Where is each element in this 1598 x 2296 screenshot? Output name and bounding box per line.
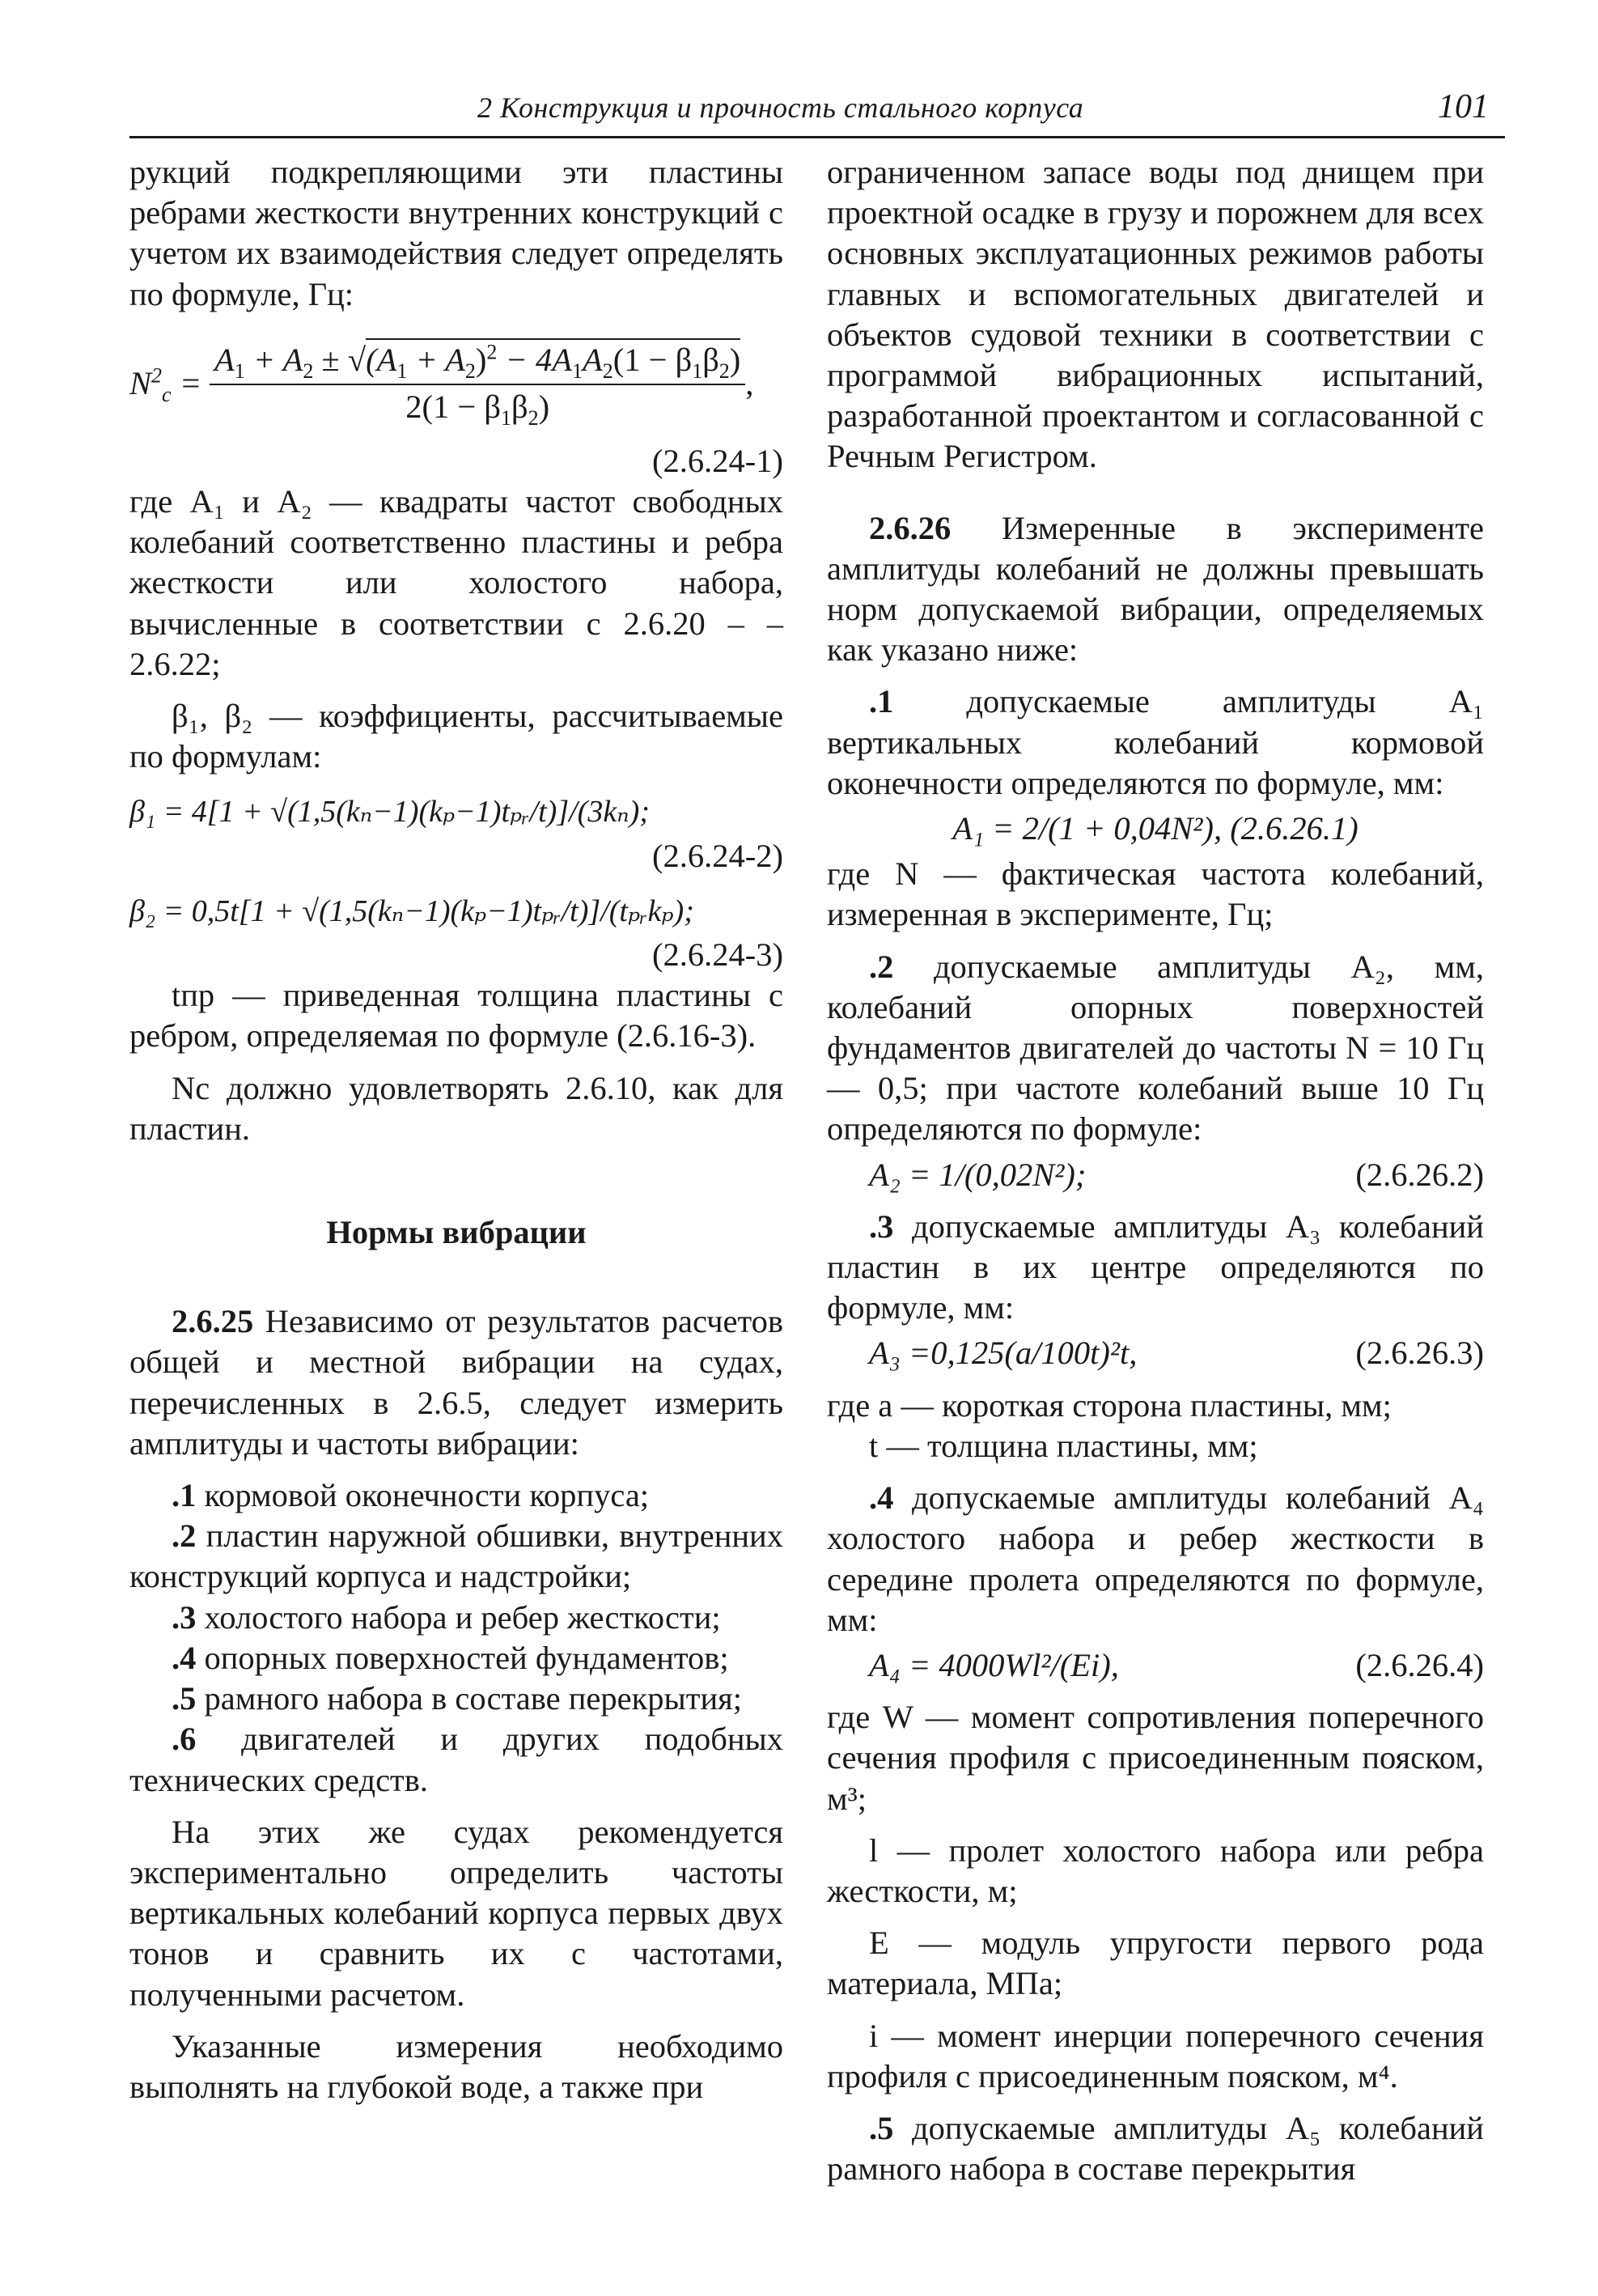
formula-label: (2.6.24-3) <box>652 936 783 974</box>
page-number: 101 <box>1438 88 1489 125</box>
running-title: 2 Конструкция и прочность стального корпуса <box>477 91 1084 124</box>
list-item-4: .4 допускаемые амплитуды колебаний A₄ холостого набора и ребер жесткости в середине пролета определяются по формуле, мм: <box>827 1479 1484 1638</box>
where-l-paragraph: l — пролет холостого набора или ребра жесткости, м; <box>827 1831 1484 1909</box>
list-item-5: .5 допускаемые амплитуды A₅ колебаний рамного набора в составе перекрытия <box>827 2109 1484 2188</box>
formula-numerator: $A_1 + A_2 \pm √(A_1 + A_2)^2 - 4A_1A_2(1 - \beta_1\beta_2)$ <box>210 340 745 385</box>
list-item: .2 пластин наружной обшивки, внутренних конструкций корпуса и надстройки; <box>129 1517 783 1595</box>
formula-label: (2.6.24-1) <box>652 442 783 479</box>
intro-paragraph: рукций подкрепляющими эти пластины ребрами жесткости внутренних конструкций с учетом их взаимодействия следует определять по формуле, Гц: <box>129 154 783 312</box>
formula-label: (2.6.24-2) <box>652 837 783 874</box>
list-item-3: .3 допускаемые амплитуды A₃ колебаний пластин в их центре определяются по формуле, мм: <box>827 1207 1484 1326</box>
list-item: .6 двигателей и других подобных технических средств. <box>129 1721 783 1798</box>
formula-2-6-26-2: A₂ = 1/(0,02N²); (2.6.26.2) <box>869 1156 1484 1193</box>
where-beta-paragraph: β₁, β₂ — коэффициенты, рассчитываемые по формулам: <box>129 698 783 775</box>
list-item: .5 рамного набора в составе перекрытия; <box>172 1680 742 1717</box>
list-item-1: .1 допускаемые амплитуды A₁ вертикальных колебаний кормовой оконечности определяются по формуле, мм: <box>827 683 1484 801</box>
page-header <box>129 87 1505 138</box>
formula-lhs: $N^2_c$ = <box>129 363 202 406</box>
left-column <box>129 152 783 2119</box>
where-t-line: t — толщина пластины, мм; <box>869 1427 1258 1464</box>
list-item-2: .2 допускаемые амплитуды A₂, мм, колебаний опорных поверхностей фундаментов двигателей до частоты N = 10 Гц — 0,5; при частоте колебаний выше 10 Гц определяются по формуле: <box>827 948 1484 1148</box>
right-column <box>827 152 1484 2201</box>
where-a-line: где a — короткая сторона пластины, мм; <box>827 1386 1392 1424</box>
formula-fraction <box>210 340 745 430</box>
paragraph-2-6-26: 2.6.26 Измеренные в эксперименте амплитуды колебаний не должны превышать норм допускаемой вибрации, определяемых как указано ниже: <box>827 509 1484 668</box>
nc-paragraph: Nc должно удовлетворять 2.6.10, как для пластин. <box>129 1069 783 1147</box>
section-heading: Нормы вибрации <box>326 1214 587 1251</box>
formula-denominator: $2(1 - \beta_1\beta_2)$ <box>405 388 550 430</box>
where-i-paragraph: i — момент инерции поперечного сечения профиля с присоединенным пояском, м⁴. <box>827 2017 1484 2094</box>
list-item: .4 опорных поверхностей фундаментов; <box>172 1639 729 1676</box>
formula-2-6-26-1: A₁ = 2/(1 + 0,04N²), (2.6.26.1) <box>952 810 1359 847</box>
where-n-paragraph: где N — фактическая частота колебаний, измеренная в эксперименте, Гц; <box>827 855 1484 933</box>
recommend-paragraph: На этих же судах рекомендуется экспериментально определить частоты вертикальных колебаний корпуса первых двух тонов и сравнить их с частотами, полученными расчетом. <box>129 1813 783 2013</box>
formula-2-6-26-3: A₃ =0,125(a/100t)²t, (2.6.26.3) <box>869 1335 1484 1372</box>
formula-2-6-24-1: $N^2_c$ = $\frac{A_1 + A_2 \pm √(A_1 + A_2)^2 - 4A_1A_2(1 - \beta_1\beta_2)}{2(1 - \beta_1\beta_2)}$ , <box>129 331 783 436</box>
formula-2-6-24-2: β₁ = 4[1 + √(1,5(kₙ−1)(kₚ−1)tₚᵣ/t)]/(3kₙ); <box>129 795 650 830</box>
where-a-paragraph: где A₁ и A₂ — квадраты частот свободных колебаний соответственно пластины и ребра жесткости или холостого набора, вычисленные в соответствии с 2.6.20 – – 2.6.22; <box>129 483 783 682</box>
measure-paragraph: Указанные измерения необходимо выполнять на глубокой воде, а также при <box>129 2027 783 2105</box>
formula-2-6-26-4: A₄ = 4000Wl²/(Ei), (2.6.26.4) <box>869 1646 1484 1683</box>
continuation-paragraph: ограниченном запасе воды под днищем при проектной осадке в грузу и порожнем для всех основных эксплуатационных режимов работы главных и вспомогательных двигателей и объектов судовой техники в соответствии с программой вибрационных испытаний, разработанной проектантом и согласованной с Речным Регистром. <box>827 154 1484 475</box>
formula-2-6-24-3: β₂ = 0,5t[1 + √(1,5(kₙ−1)(kₚ−1)tₚᵣ/t)]/(tₚᵣkₚ); <box>129 893 694 928</box>
list-item: .3 холостого набора и ребер жесткости; <box>172 1598 721 1636</box>
where-w-paragraph: где W — момент сопротивления поперечного сечения профиля с присоединенным пояском, м³; <box>827 1699 1484 1817</box>
list-item: .1 кормовой оконечности корпуса; <box>172 1477 650 1514</box>
where-e-paragraph: E — модуль упругости первого рода материала, МПа; <box>827 1925 1484 2002</box>
paragraph-2-6-25: 2.6.25 Независимо от результатов расчетов общей и местной вибрации на судах, перечисленных в 2.6.5, следует измерить амплитуды и частоты вибрации: <box>129 1303 783 1462</box>
tpr-paragraph: tпр — приведенная толщина пластины с ребром, определяемая по формуле (2.6.16-3). <box>129 977 783 1055</box>
